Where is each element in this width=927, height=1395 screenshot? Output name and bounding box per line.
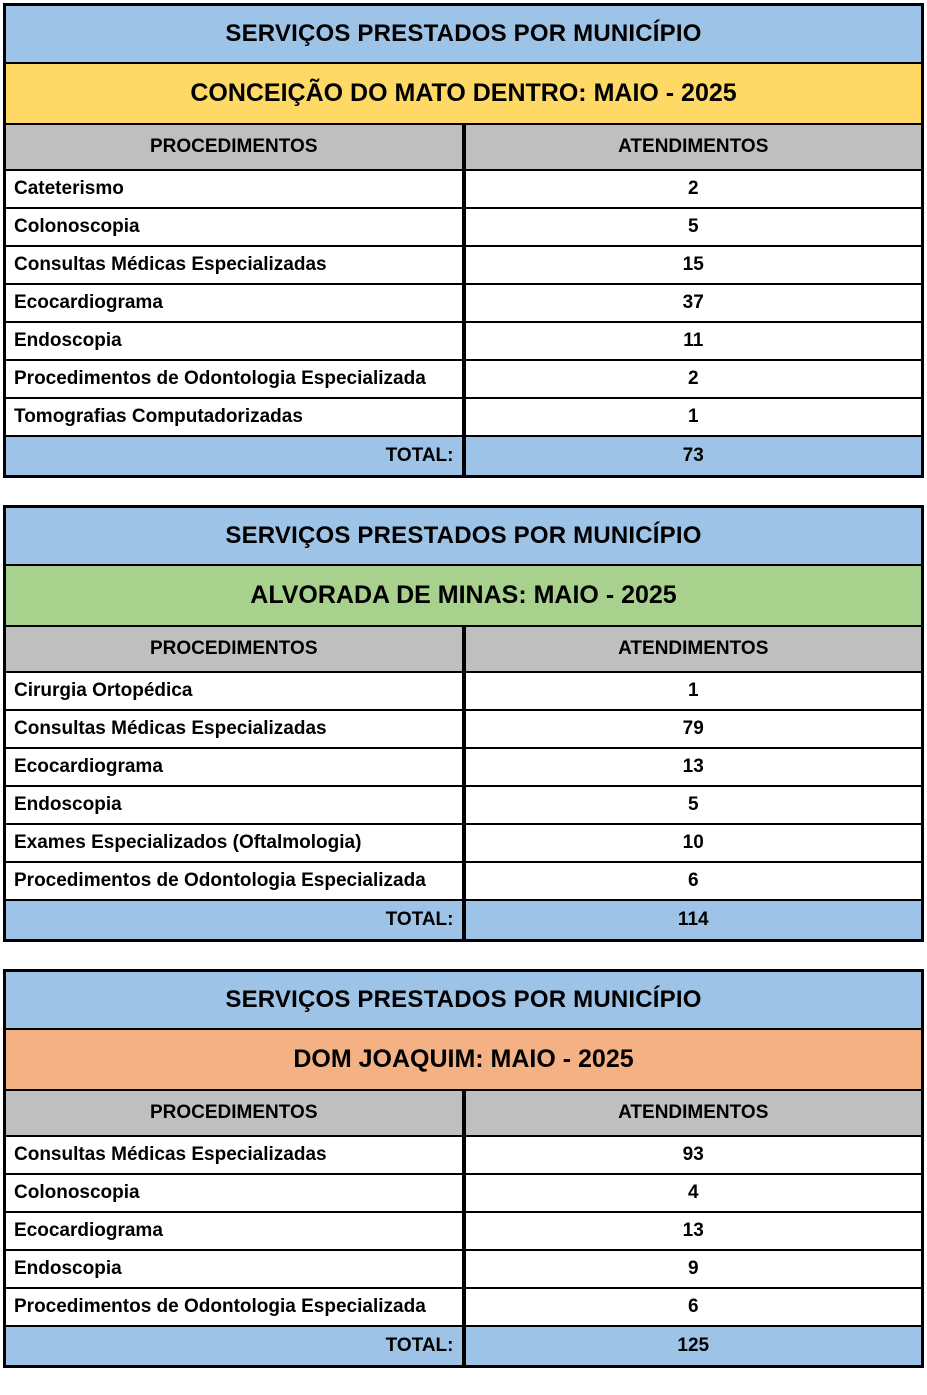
procedure-name: Procedimentos de Odontologia Especializada: [5, 360, 464, 398]
section-title: SERVIÇOS PRESTADOS POR MUNICÍPIO: [5, 5, 923, 64]
municipality-table: [3, 505, 924, 942]
procedure-name: Exames Especializados (Oftalmologia): [5, 824, 464, 862]
municipality-title: ALVORADA DE MINAS: MAIO - 2025: [5, 565, 923, 626]
table-row: [5, 170, 923, 208]
municipality-title: DOM JOAQUIM: MAIO - 2025: [5, 1029, 923, 1090]
municipality-table: [3, 969, 924, 1368]
total-label: TOTAL:: [5, 900, 464, 941]
procedure-name: Cirurgia Ortopédica: [5, 672, 464, 710]
total-row: [5, 900, 923, 941]
table-row: [5, 1136, 923, 1174]
attendance-count: 2: [464, 170, 923, 208]
procedure-name: Endoscopia: [5, 322, 464, 360]
table-row: [5, 824, 923, 862]
table-row: [5, 786, 923, 824]
procedure-name: Ecocardiograma: [5, 748, 464, 786]
table-row: [5, 246, 923, 284]
table-row: [5, 1212, 923, 1250]
attendance-count: 5: [464, 208, 923, 246]
table-row: [5, 862, 923, 900]
attendance-count: 13: [464, 748, 923, 786]
attendance-count: 93: [464, 1136, 923, 1174]
column-header-row: [5, 124, 923, 170]
attendance-count: 1: [464, 672, 923, 710]
municipality-title-row: [5, 63, 923, 124]
total-row: [5, 436, 923, 477]
table-row: [5, 710, 923, 748]
section-header-row: [5, 5, 923, 64]
attendance-count: 2: [464, 360, 923, 398]
table-row: [5, 284, 923, 322]
municipality-title-row: [5, 1029, 923, 1090]
column-header-atendimentos: ATENDIMENTOS: [464, 124, 923, 170]
attendance-count: 11: [464, 322, 923, 360]
procedure-name: Cateterismo: [5, 170, 464, 208]
column-header-procedimentos: PROCEDIMENTOS: [5, 1090, 464, 1136]
total-label: TOTAL:: [5, 436, 464, 477]
procedure-name: Procedimentos de Odontologia Especializada: [5, 862, 464, 900]
procedure-name: Colonoscopia: [5, 1174, 464, 1212]
column-header-procedimentos: PROCEDIMENTOS: [5, 626, 464, 672]
attendance-count: 13: [464, 1212, 923, 1250]
attendance-count: 15: [464, 246, 923, 284]
section-title: SERVIÇOS PRESTADOS POR MUNICÍPIO: [5, 507, 923, 566]
table-row: [5, 322, 923, 360]
procedure-name: Consultas Médicas Especializadas: [5, 246, 464, 284]
procedure-name: Endoscopia: [5, 786, 464, 824]
procedure-name: Consultas Médicas Especializadas: [5, 710, 464, 748]
total-value: 125: [464, 1326, 923, 1367]
table-row: [5, 672, 923, 710]
table-row: [5, 748, 923, 786]
tables-container: [3, 3, 924, 1368]
attendance-count: 6: [464, 862, 923, 900]
table-row: [5, 208, 923, 246]
municipality-title-row: [5, 565, 923, 626]
total-label: TOTAL:: [5, 1326, 464, 1367]
attendance-count: 1: [464, 398, 923, 436]
column-header-row: [5, 1090, 923, 1136]
column-header-atendimentos: ATENDIMENTOS: [464, 1090, 923, 1136]
attendance-count: 10: [464, 824, 923, 862]
table-row: [5, 1174, 923, 1212]
municipality-table: [3, 3, 924, 478]
table-row: [5, 398, 923, 436]
table-row: [5, 1288, 923, 1326]
section-header-row: [5, 507, 923, 566]
attendance-count: 9: [464, 1250, 923, 1288]
attendance-count: 5: [464, 786, 923, 824]
attendance-count: 79: [464, 710, 923, 748]
section-title: SERVIÇOS PRESTADOS POR MUNICÍPIO: [5, 971, 923, 1030]
section-header-row: [5, 971, 923, 1030]
total-value: 114: [464, 900, 923, 941]
procedure-name: Tomografias Computadorizadas: [5, 398, 464, 436]
table-row: [5, 360, 923, 398]
procedure-name: Consultas Médicas Especializadas: [5, 1136, 464, 1174]
column-header-row: [5, 626, 923, 672]
procedure-name: Colonoscopia: [5, 208, 464, 246]
municipality-title: CONCEIÇÃO DO MATO DENTRO: MAIO - 2025: [5, 63, 923, 124]
procedure-name: Endoscopia: [5, 1250, 464, 1288]
procedure-name: Ecocardiograma: [5, 1212, 464, 1250]
total-row: [5, 1326, 923, 1367]
column-header-procedimentos: PROCEDIMENTOS: [5, 124, 464, 170]
table-row: [5, 1250, 923, 1288]
procedure-name: Ecocardiograma: [5, 284, 464, 322]
column-header-atendimentos: ATENDIMENTOS: [464, 626, 923, 672]
attendance-count: 37: [464, 284, 923, 322]
procedure-name: Procedimentos de Odontologia Especializada: [5, 1288, 464, 1326]
attendance-count: 6: [464, 1288, 923, 1326]
attendance-count: 4: [464, 1174, 923, 1212]
total-value: 73: [464, 436, 923, 477]
